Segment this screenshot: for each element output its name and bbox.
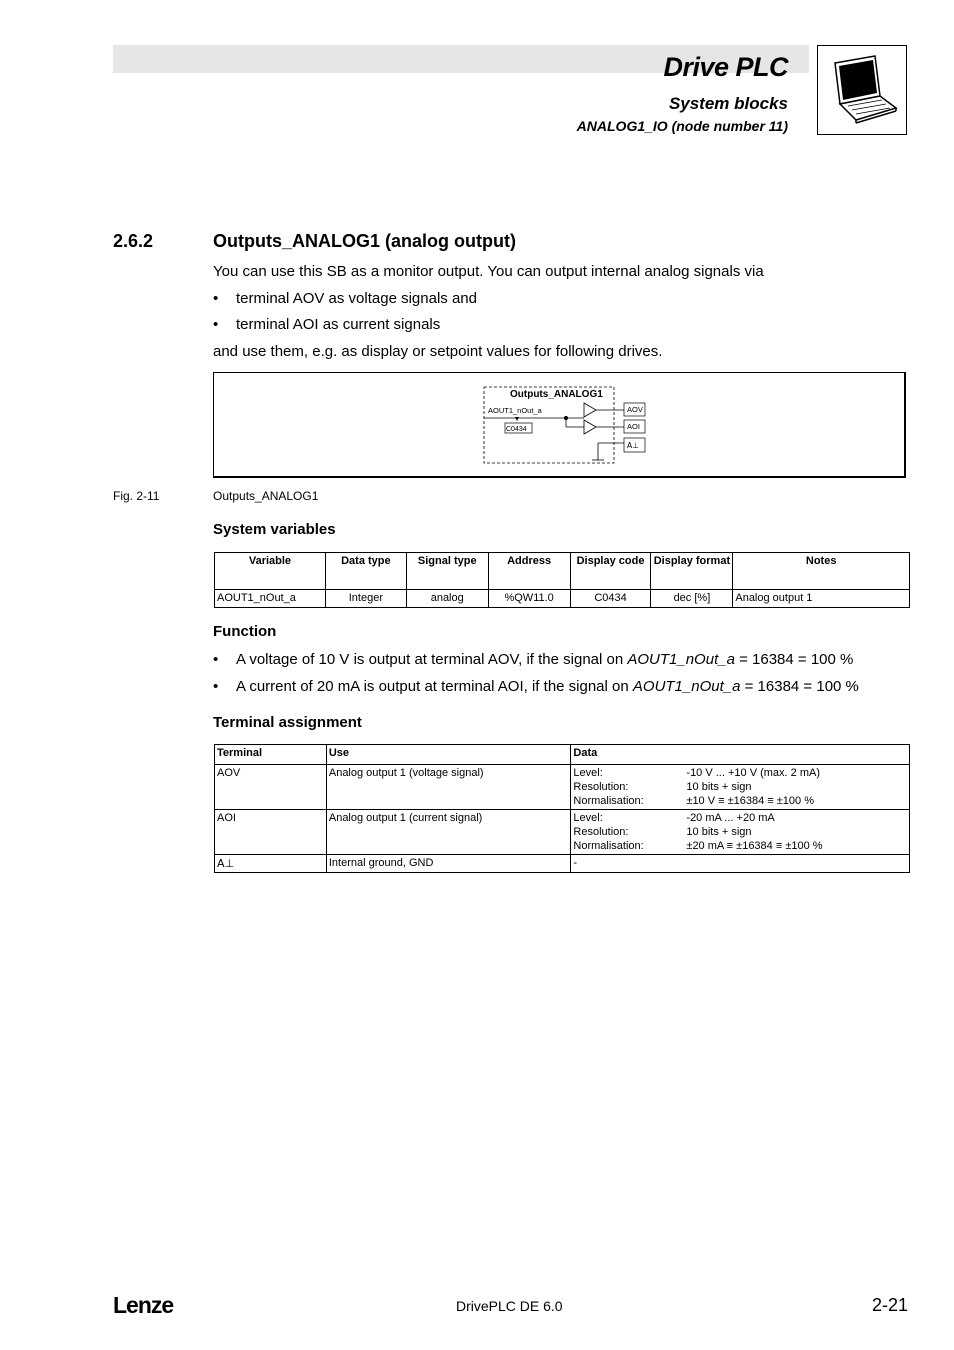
data-key: Level: (573, 812, 603, 824)
header-address: Address (488, 553, 570, 590)
bullet-text-post: = 16384 = 100 % (734, 651, 854, 668)
bullet-text (236, 678, 859, 695)
bullet-dot: • (213, 316, 219, 333)
laptop-icon (817, 45, 907, 135)
table-header-row (215, 553, 910, 590)
cell-data (571, 765, 910, 810)
intro-paragraph: You can use this SB as a monitor output. You can output internal analog signals via (213, 263, 764, 280)
cell-data-type: Integer (325, 590, 406, 608)
block-diagram (214, 373, 904, 476)
data-key: Resolution: (573, 781, 629, 793)
header-use: Use (326, 745, 571, 765)
cell-display-code: C0434 (570, 590, 651, 608)
header-display-format: Display format (651, 553, 733, 590)
cell-address: %QW11.0 (488, 590, 570, 608)
bullet-variable: AOUT1_nOut_a (632, 678, 741, 695)
section-number: 2.6.2 (113, 231, 154, 251)
bullet-variable: AOUT1_nOut_a (627, 651, 735, 668)
data-value: -20 mA ... +20 mA (686, 812, 775, 824)
header-notes: Notes (733, 553, 910, 590)
voltage-amplifier (584, 403, 596, 417)
table-row (215, 590, 910, 608)
bullet-text: terminal AOV as voltage signals and (236, 290, 477, 307)
function-heading: Function (213, 623, 277, 640)
input-marker (515, 417, 519, 421)
header-title: Drive PLC (663, 52, 788, 82)
terminal-aov-label: AOV (627, 405, 643, 414)
page-number: 2-21 (871, 1295, 908, 1315)
table-header-row (215, 745, 910, 765)
terminal-aoi-label: AOI (627, 422, 640, 431)
data-value: 10 bits + sign (686, 826, 752, 838)
section-title: Outputs_ANALOG1 (analog output) (213, 231, 516, 251)
cell-variable: AOUT1_nOut_a (215, 590, 326, 608)
cell-use: Analog output 1 (current signal) (326, 810, 571, 855)
header-display-code: Display code (570, 553, 651, 590)
table-row (215, 810, 910, 855)
cell-terminal: AOV (215, 765, 327, 810)
data-value: 10 bits + sign (686, 781, 752, 793)
system-variables-table (214, 552, 910, 608)
bullet-text: terminal AOI as current signals (236, 316, 441, 333)
footer-document: DrivePLC DE 6.0 (456, 1298, 563, 1314)
header-data-type: Data type (325, 553, 406, 590)
terminal-assignment-heading: Terminal assignment (213, 714, 362, 731)
data-value: -10 V ... +10 V (max. 2 mA) (686, 767, 820, 779)
bullet-text-pre: A current of 20 mA is output at terminal AOI, if the signal on (236, 678, 633, 695)
current-amplifier (584, 420, 596, 434)
data-key: Level: (573, 767, 603, 779)
bullet-text-post: = 16384 = 100 % (740, 678, 859, 695)
cell-use: Analog output 1 (voltage signal) (326, 765, 571, 810)
header-terminal: Terminal (215, 745, 327, 765)
cell-use: Internal ground, GND (326, 855, 571, 873)
header-subtitle: System blocks (668, 94, 788, 113)
cell-signal-type: analog (406, 590, 488, 608)
data-key: Normalisation: (573, 795, 644, 807)
header-data: Data (571, 745, 910, 765)
data-key: Resolution: (573, 826, 629, 838)
cell-data: - (571, 855, 910, 873)
data-key: Normalisation: (573, 840, 644, 852)
header-signal-type: Signal type (406, 553, 488, 590)
header-subtitle-node: ANALOG1_IO (node number 11) (576, 118, 788, 134)
code-label: C0434 (506, 426, 527, 433)
terminal-assignment-table (214, 744, 910, 873)
header-variable: Variable (215, 553, 326, 590)
cell-display-format: dec [%] (651, 590, 733, 608)
figure-box (213, 372, 906, 478)
bullet-dot: • (213, 678, 219, 695)
table-row (215, 765, 910, 810)
bullet-text (236, 651, 853, 668)
figure-caption-text: Outputs_ANALOG1 (213, 489, 319, 503)
bullet-dot: • (213, 290, 219, 307)
cell-notes: Analog output 1 (733, 590, 910, 608)
figure-caption-number: Fig. 2-11 (113, 489, 160, 503)
table-row (215, 855, 910, 873)
cell-terminal: A⊥ (215, 855, 327, 873)
lenze-logo: Lenze (113, 1292, 174, 1318)
bullet-text-pre: A voltage of 10 V is output at terminal AOV, if the signal on (236, 651, 628, 668)
outro-paragraph: and use them, e.g. as display or setpoint values for following drives. (213, 343, 663, 360)
data-value: ±20 mA ≡ ±16384 ≡ ±100 % (686, 840, 823, 852)
system-variables-heading: System variables (213, 521, 336, 538)
block-title: Outputs_ANALOG1 (510, 389, 603, 400)
terminal-gnd-label: A⊥ (627, 441, 639, 450)
cell-data (571, 810, 910, 855)
data-value: ±10 V ≡ ±16384 ≡ ±100 % (686, 795, 814, 807)
cell-terminal: AOI (215, 810, 327, 855)
input-label: AOUT1_nOut_a (488, 406, 542, 415)
bullet-dot: • (213, 651, 219, 668)
